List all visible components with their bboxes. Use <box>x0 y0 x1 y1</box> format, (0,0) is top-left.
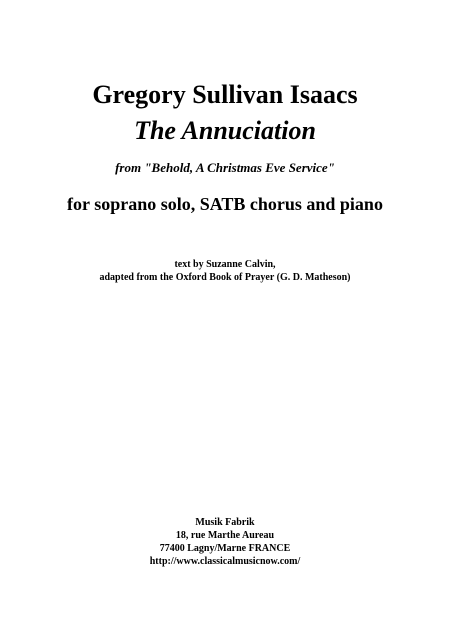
text-credit: text by Suzanne Calvin, <box>174 259 276 270</box>
instrumentation: for soprano solo, SATB chorus and piano <box>67 194 383 214</box>
adaptation-credit: adapted from the Oxford Book of Prayer (G. D. Matheson) <box>99 272 351 283</box>
publisher-city: 77400 Lagny/Marne FRANCE <box>159 543 291 554</box>
publisher-name: Musik Fabrik <box>195 517 255 528</box>
publisher-street: 18, rue Marthe Aureau <box>175 530 275 541</box>
publisher-url: http://www.classicalmusicnow.com/ <box>149 556 301 567</box>
work-title: The Annuciation <box>134 116 316 145</box>
composer-name: Gregory Sullivan Isaacs <box>92 80 358 109</box>
source-work: from "Behold, A Christmas Eve Service" <box>115 160 335 175</box>
